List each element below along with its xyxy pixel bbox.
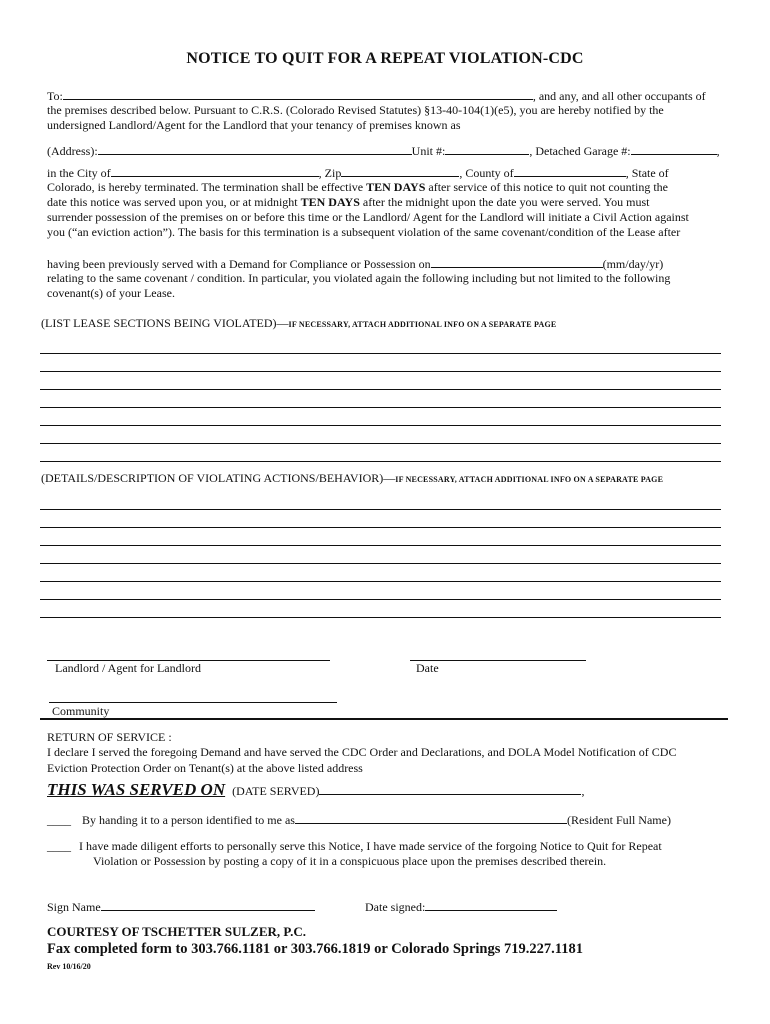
lease-line-2[interactable] [40, 371, 721, 372]
lease-line-3[interactable] [40, 389, 721, 390]
previous-date-field[interactable] [431, 256, 603, 268]
intro-line-2: the premises described below. Pursuant to C.R.S. (Colorado Revised Statutes) §13-40-104(1)(e5), you are hereby notified by the [47, 103, 664, 117]
ten-days-2: TEN DAYS [300, 195, 360, 209]
service-option-2 [47, 839, 662, 854]
city-l3-text: date this notice was served upon you, or at midnight [47, 195, 298, 209]
city-line-4: surrender possession of the premises on or before this time or the Landlord/ Agent for the Landlord will initiate a Civil Action against [47, 210, 689, 224]
address-field[interactable] [98, 143, 412, 155]
lease-line-6[interactable] [40, 443, 721, 444]
city-label: in the City of [47, 166, 111, 180]
option-2-line-2: Violation or Possession by posting a copy of it in a conspicuous place upon the premises described therein. [93, 854, 607, 868]
previous-l1-tail: (mm/day/yr) [602, 257, 664, 271]
city-l2-tail: after service of this notice to quit not counting the [428, 180, 668, 194]
sign-name-field[interactable] [101, 899, 315, 911]
county-label: , County of [459, 166, 514, 180]
city-line [47, 165, 669, 181]
option-1-tail: (Resident Full Name) [566, 813, 671, 827]
served-line [47, 780, 584, 801]
previous-line-2: relating to the same covenant / condition. In particular, you violated again the following including but not limited to the following [47, 271, 671, 285]
section-divider [40, 718, 728, 720]
resident-name-field[interactable] [295, 812, 567, 824]
option-1-check[interactable]: ____ [47, 813, 71, 827]
city-line-5: you (“an eviction action”). The basis for this termination is a subsequent violation of the same covenant/condition of the Lease after [47, 225, 681, 239]
city-field[interactable] [111, 165, 319, 177]
revision-label: Rev 10/16/20 [47, 962, 91, 971]
details-line-6[interactable] [40, 599, 721, 600]
details-line-1[interactable] [40, 509, 721, 510]
zip-field[interactable] [341, 165, 459, 177]
lease-line-5[interactable] [40, 425, 721, 426]
details-line-7[interactable] [40, 617, 721, 618]
city-line-3 [47, 195, 650, 210]
city-line-2 [47, 180, 668, 195]
sign-name-row [47, 899, 315, 915]
previous-line-1 [47, 256, 663, 272]
unit-label: Unit #: [411, 144, 446, 158]
details-line-2[interactable] [40, 527, 721, 528]
service-option-1 [47, 812, 671, 828]
date-signed-row [365, 899, 557, 915]
lease-line-4[interactable] [40, 407, 721, 408]
lease-sections-label: (LIST LEASE SECTIONS BEING VIOLATED)— [41, 316, 289, 330]
document-title: NOTICE TO QUIT FOR A REPEAT VIOLATION-CDC [186, 50, 584, 67]
lease-line-7[interactable] [40, 461, 721, 462]
to-line [47, 88, 706, 104]
address-end: , [716, 144, 720, 158]
ten-days-1: TEN DAYS [366, 180, 426, 194]
date-signed-label: Date signed: [365, 900, 426, 914]
date-served-field[interactable] [319, 783, 581, 795]
garage-field[interactable] [631, 143, 717, 155]
city-l2-text: Colorado, is hereby terminated. The termination shall be effective [47, 180, 364, 194]
lease-line-1[interactable] [40, 353, 721, 354]
service-heading: RETURN OF SERVICE : [47, 730, 172, 744]
fax-line: Fax completed form to 303.766.1181 or 303.766.1819 or Colorado Springs 719.227.1181 [47, 941, 583, 957]
details-heading [41, 471, 663, 487]
date-signed-field[interactable] [425, 899, 557, 911]
previous-line-3: covenant(s) of your Lease. [47, 286, 175, 300]
zip-label: , Zip [318, 166, 342, 180]
date-served-label: (DATE SERVED) [232, 784, 320, 798]
service-line-1: I declare I served the foregoing Demand and have served the CDC Order and Declarations, and DOLA Model Notification of CDC [47, 745, 677, 759]
details-label: (DETAILS/DESCRIPTION OF VIOLATING ACTIONS/BEHAVIOR)— [41, 471, 396, 485]
intro-line-3: undersigned Landlord/Agent for the Landlord that your tenancy of premises known as [47, 118, 461, 132]
lease-sections-note: IF NECESSARY, ATTACH ADDITIONAL INFO ON A SEPARATE PAGE [288, 320, 557, 329]
city-l3-tail: after the midnight upon the date you were served. You must [362, 195, 650, 209]
this-was-served-on: THIS WAS SERVED ON [47, 780, 226, 799]
community-line[interactable] [49, 702, 337, 703]
details-note: IF NECESSARY, ATTACH ADDITIONAL INFO ON A SEPARATE PAGE [395, 475, 664, 484]
served-comma: , [581, 784, 585, 798]
to-tail: , and any, and all other occupants of [532, 89, 706, 103]
courtesy-line: COURTESY OF TSCHETTER SULZER, P.C. [47, 924, 307, 939]
option-2-line-1: I have made diligent efforts to personally serve this Notice, I have made service of the forgoing Notice to Quit for Repeat [79, 839, 662, 853]
unit-field[interactable] [445, 143, 529, 155]
garage-label: , Detached Garage #: [529, 144, 631, 158]
address-line [47, 143, 720, 159]
details-line-4[interactable] [40, 563, 721, 564]
community-label: Community [52, 704, 110, 718]
previous-l1-text: having been previously served with a Demand for Compliance or Possession on [47, 257, 431, 271]
to-label: To: [47, 89, 63, 103]
landlord-label: Landlord / Agent for Landlord [55, 661, 201, 675]
details-line-5[interactable] [40, 581, 721, 582]
option-2-check[interactable]: ____ [47, 839, 71, 853]
date-label: Date [416, 661, 439, 675]
to-field[interactable] [63, 88, 533, 100]
sign-name-label: Sign Name [47, 900, 101, 914]
state-label: , State of [625, 166, 669, 180]
county-field[interactable] [514, 165, 626, 177]
option-1-text: By handing it to a person identified to me as [82, 813, 295, 827]
details-line-3[interactable] [40, 545, 721, 546]
service-line-2: Eviction Protection Order on Tenant(s) at the above listed address [47, 761, 363, 775]
lease-sections-heading [41, 316, 556, 332]
address-label: (Address): [47, 144, 98, 158]
